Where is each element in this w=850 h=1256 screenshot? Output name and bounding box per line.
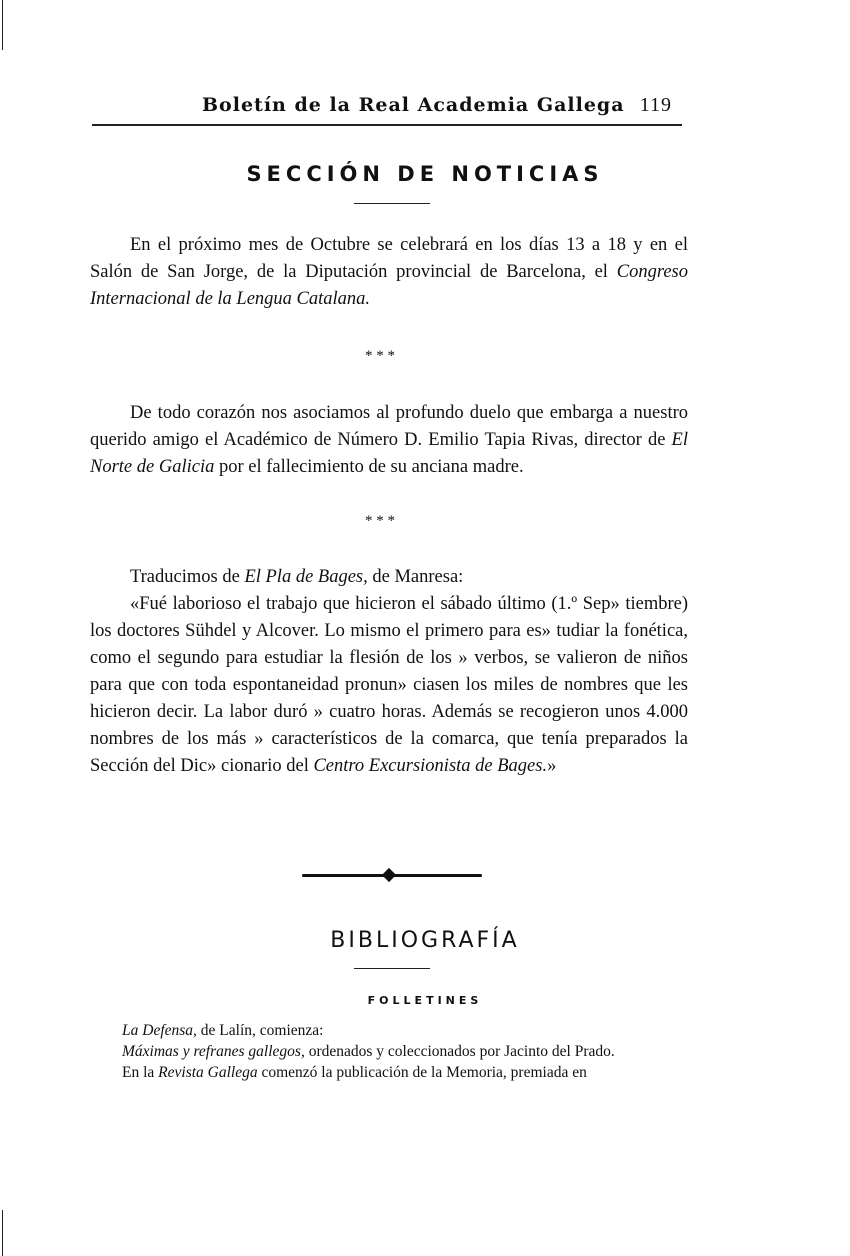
page-header bbox=[92, 92, 682, 126]
work-title: Máximas y refranes gallegos, bbox=[122, 1043, 305, 1060]
centro-name: Centro Excursionista de Bages. bbox=[313, 756, 548, 776]
newspaper-name: El Norte de Galicia bbox=[90, 430, 688, 477]
divider-diamond-icon bbox=[382, 868, 396, 882]
subheading-folletines: FOLLETINES bbox=[367, 994, 483, 1007]
title-rule bbox=[354, 203, 430, 204]
running-title: Boletín de la Real Academia Gallega bbox=[202, 94, 625, 116]
journal-name: Revista Gallega bbox=[158, 1064, 258, 1081]
congress-name: Congreso Internacional de la Lengua Catalana. bbox=[90, 262, 688, 309]
scan-edge-line-top bbox=[2, 0, 3, 50]
asterism-separator: * * * bbox=[365, 348, 395, 364]
bibliography-entries: La Defensa, de Lalín, comienza: Máximas y refranes gallegos, ordenados y coleccionados por Jacinto del Prado. En la Revista Gallega comenzó la publicación de la Memoria, premiada en bbox=[122, 1022, 615, 1081]
news-item-condolence: De todo corazón nos asociamos al profundo duelo que embarga a nuestro querido amigo el Académico de Número D. Emilio Tapia Rivas, director de El Norte de Galicia por el fallecimiento de su anciana madre. bbox=[90, 403, 688, 477]
section-title-noticias: SECCIÓN DE NOTICIAS bbox=[246, 162, 604, 186]
publication-name: La Defensa, bbox=[122, 1022, 197, 1039]
source-name: El Pla de Bages, bbox=[244, 567, 368, 587]
ornamental-divider bbox=[302, 874, 482, 877]
asterism-separator-2: * * * bbox=[365, 513, 395, 529]
scan-edge-line-bottom bbox=[2, 1210, 3, 1256]
news-item-congreso: En el próximo mes de Octubre se celebrará en los días 13 a 18 y en el Salón de San Jorge, de la Diputación provincial de Barcelona, el Congreso Internacional de la Lengua Catalana. bbox=[90, 235, 688, 309]
section-title-bibliografia: BIBLIOGRAFÍA bbox=[330, 928, 520, 953]
title-rule-2 bbox=[354, 968, 430, 969]
news-item-translation: Traducimos de El Pla de Bages, de Manresa: «Fué laborioso el trabajo que hicieron el sábado último (1.º Sep» tiembre) los doctores Sühdel y Alcover. Lo mismo el primero para es» tudiar la fonética, como el segundo para estudiar la flesión de los » verbos, se valieron de niños para que con toda espontaneidad pronun» ciasen los miles de nombres que les hicieron decir. La labor duró » cuatro horas. Además se recogieron unos 4.000 nombres de los más » característicos de la comarca, que tenía preparados la Sección del Dic» cionario del Centro Excursionista de Bages.» bbox=[90, 564, 688, 780]
translated-quote: «Fué laborioso el trabajo que hicieron el sábado último (1.º Sep» tiembre) los doctores Sühdel y Alcover. Lo mismo el primero para es» tudiar la fonética, como el segundo para estudiar la flesión de los » verbos, se valieron de niños para que con toda espontaneidad pronun» ciasen los miles de nombres que les hicieron decir. La labor duró » cuatro horas. Además se recogieron unos 4.000 nombres de los más » característicos de la comarca, que tenía preparados la Sección del Dic» cionario del Centro Excursionista de Bages.» bbox=[90, 594, 688, 776]
page-number: 119 bbox=[639, 94, 672, 116]
